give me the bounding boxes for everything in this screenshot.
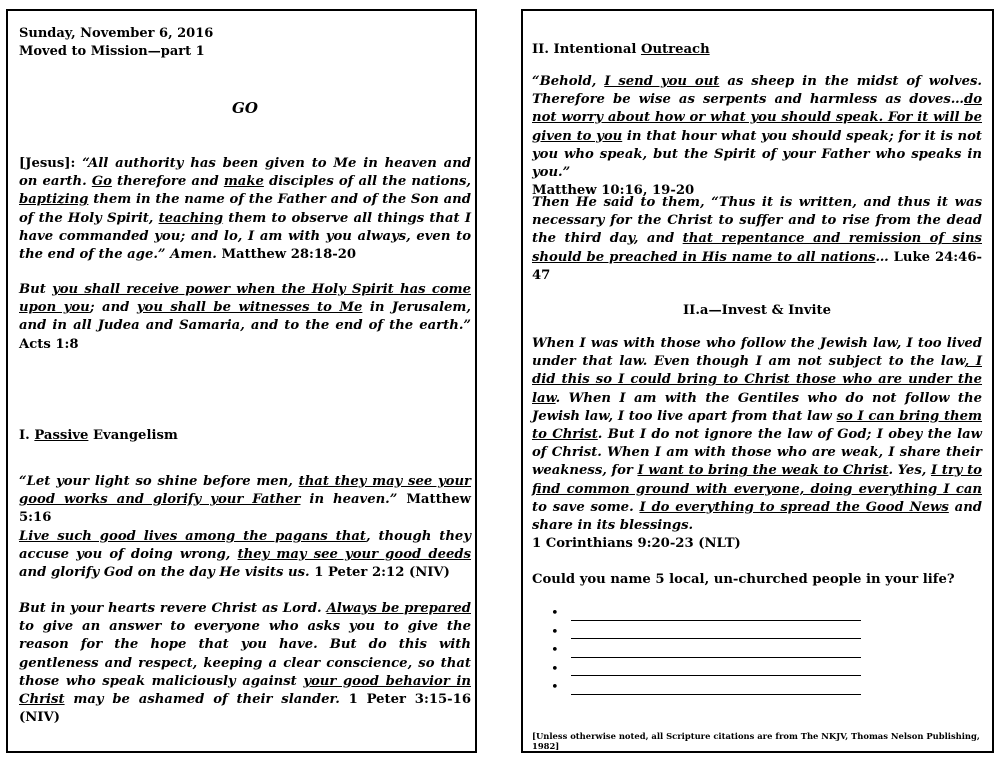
series-title: Moved to Mission—part 1	[19, 44, 205, 59]
verse-reference: Matthew 28:18-20	[216, 247, 357, 263]
blank-line	[571, 675, 861, 676]
verse-reference: 1 Corinthians 9:20-23 (NLT)	[532, 536, 741, 552]
subsection-heading-invest-invite: II.a—Invest & Invite	[683, 303, 831, 318]
left-page	[6, 9, 477, 753]
section-heading-passive-evangelism: I. Passive Evangelism	[19, 428, 178, 443]
name-entry-3[interactable]	[551, 642, 861, 661]
verse-reference: 1 Peter 3:15-16 (NIV)	[19, 692, 471, 726]
verse-luke-24: Then He said to them, “Thus it is written, and thus it was necessary for the Christ to suffer and to rise from the dead the third day, and that repentance and remission of sins should be preached in His name to all nations… Luke 24:46-47	[532, 195, 983, 283]
reflection-question: Could you name 5 local, un-churched people in your life?	[532, 572, 955, 587]
verse-1-peter-3: But in your hearts revere Christ as Lord. Always be prepared to give an answer to everyone who asks you to give the reason for the hope that you have. But do this with gentleness and respect, keeping a clear conscience, so that those who speak maliciously against your good behavior in Christ may be ashamed of their slander. 1 Peter 3:15-16 (NIV)	[19, 601, 472, 726]
verse-reference: Luke 24:46-47	[532, 249, 983, 283]
verse-matthew-5: “Let your light so shine before men, that they may see your good works and glorify your Father in heaven.” Matthew 5:16	[19, 474, 471, 526]
blank-line	[571, 620, 861, 621]
section-heading-intentional-outreach: II. Intentional Outreach	[532, 42, 710, 57]
blank-line	[571, 694, 861, 695]
name-list	[551, 605, 861, 698]
page-title: GO	[232, 99, 258, 117]
bullet-icon: •	[551, 606, 559, 621]
verse-reference: Acts 1:8	[19, 336, 79, 352]
name-entry-4[interactable]	[551, 661, 861, 680]
bullet-icon: •	[551, 643, 559, 658]
name-entry-1[interactable]	[551, 605, 861, 624]
verse-matthew-28: [Jesus]: “All authority has been given to Me in heaven and on earth. Go therefore and make disciples of all the nations, baptizing them in the name of the Father and of the Son and of the Holy Spirit, teaching them to observe all things that I have commanded you; and lo, I am with you always, even to the end of the age.” Amen. Matthew 28:18-20	[19, 156, 472, 263]
bullet-icon: •	[551, 624, 559, 640]
verse-reference: Matthew 5:16	[19, 492, 471, 526]
blank-line	[571, 638, 861, 639]
verse-acts-1: But you shall receive power when the Holy Spirit has come upon you; and you shall be witnesses to Me in Jerusalem, and in all Judea and Samaria, and to the end of the earth.” Acts 1:8	[19, 282, 472, 352]
blank-line	[571, 657, 861, 658]
verse-1-peter-2: Live such good lives among the pagans that, though they accuse you of doing wrong, they may see your good deeds and glorify God on the day He visits us. 1 Peter 2:12 (NIV)	[19, 529, 472, 581]
verse-1-corinthians-9: When I was with those who follow the Jewish law, I too lived under that law. Even though I am not subject to the law, I did this so I could bring to Christ those who are under the law. When I am with the Gentiles who do not follow the Jewish law, I too live apart from that law so I can bring them to Christ. But I do not ignore the law of God; I obey the law of Christ. When I am with those who are weak, I share their weakness, for I want to bring the weak to Christ. Yes, I try to find common ground with everyone, doing everything I can to save some. I do everything to spread the Good News and share in its blessings. 1 Corinthians 9:20-23 (NLT)	[532, 336, 982, 552]
header	[19, 25, 471, 61]
bullet-icon: •	[551, 661, 559, 677]
name-entry-5[interactable]	[551, 679, 861, 698]
verse-reference: Matthew 10:16, 19-20	[532, 183, 695, 199]
verse-matthew-10: “Behold, I send you out as sheep in the midst of wolves. Therefore be wise as serpents and harmless as doves…do not worry about how or what you should speak. For it will be given to you in that hour what you should speak; for it is not you who speak, but the Spirit of your Father who speaks in you.” Matthew 10:16, 19-20	[532, 74, 982, 199]
bullet-icon: •	[551, 680, 559, 695]
right-page	[521, 9, 994, 753]
footnote: [Unless otherwise noted, all Scripture citations are from The NKJV, Thomas Nelson Publishing, 1982]	[532, 731, 980, 751]
date: Sunday, November 6, 2016	[19, 26, 214, 41]
verse-reference: 1 Peter 2:12 (NIV)	[309, 565, 450, 581]
name-entry-2[interactable]	[551, 624, 861, 643]
